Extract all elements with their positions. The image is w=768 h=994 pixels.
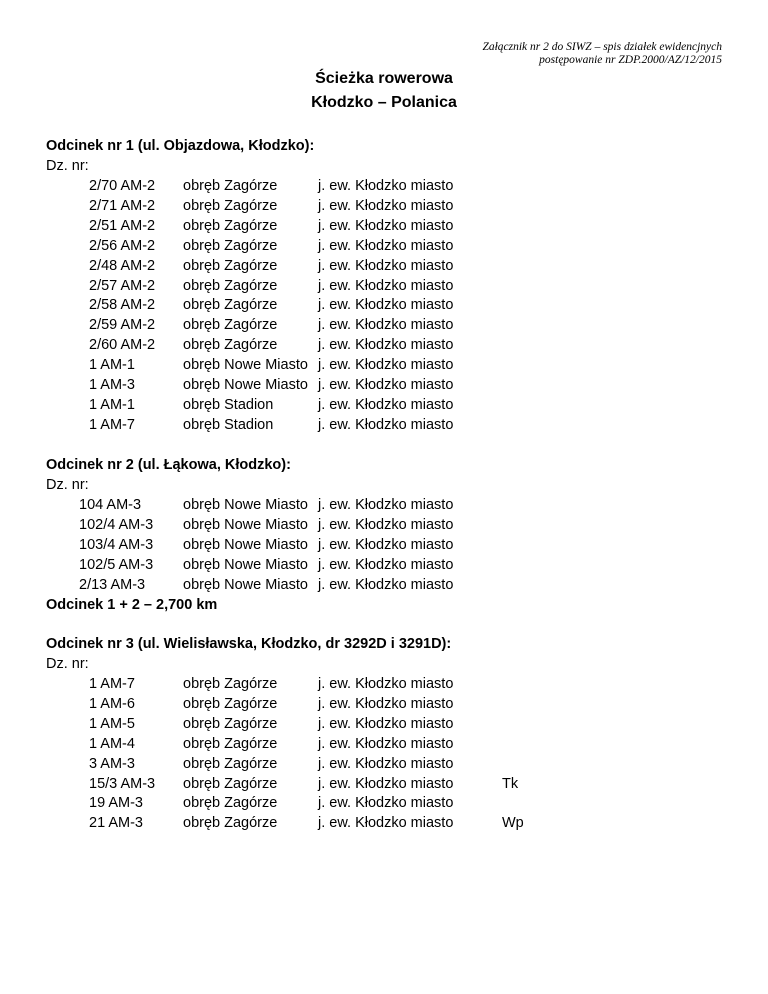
- cadastral-area: obręb Nowe Miasto: [183, 536, 308, 553]
- table-row: [0, 178, 768, 198]
- table-row: [0, 716, 768, 736]
- registration-unit: j. ew. Kłodzko miasto: [318, 497, 454, 513]
- cadastral-area: obręb Nowe Miasto: [183, 516, 308, 533]
- parcel-number: 1 AM-5: [89, 715, 135, 732]
- cadastral-area: obręb Nowe Miasto: [183, 576, 308, 593]
- parcel-number: 2/59 AM-2: [89, 317, 156, 334]
- parcel-number: 2/13 AM-3: [79, 576, 146, 593]
- parcel-number: 3 AM-3: [89, 755, 135, 772]
- parcel-number: 1 AM-4: [89, 735, 135, 752]
- registration-unit: j. ew. Kłodzko miasto: [318, 516, 454, 533]
- registration-unit: j. ew. Kłodzko miasto: [318, 317, 454, 334]
- table-row: [0, 218, 768, 238]
- registration-unit: j. ew. Kłodzko miasto: [318, 178, 454, 194]
- table-row: [0, 557, 768, 577]
- table-row: [0, 258, 768, 278]
- registration-unit: j. ew. Kłodzko miasto: [318, 197, 454, 214]
- registration-unit: j. ew. Kłodzko miasto: [318, 396, 454, 413]
- cadastral-area: obręb Zagórze: [183, 217, 278, 234]
- parcel-number: 15/3 AM-3: [89, 775, 156, 792]
- row-note: Tk: [502, 775, 519, 792]
- cadastral-area: obręb Zagórze: [183, 775, 278, 792]
- table-row: [0, 776, 768, 796]
- document-header: [482, 41, 722, 67]
- section-2-heading: Odcinek nr 2 (ul. Łąkowa, Kłodzko):: [46, 457, 291, 473]
- table-row: [0, 517, 768, 537]
- registration-unit: j. ew. Kłodzko miasto: [318, 556, 454, 573]
- cadastral-area: obręb Zagórze: [183, 197, 278, 214]
- table-row: [0, 278, 768, 298]
- parcel-number: 2/56 AM-2: [89, 237, 156, 254]
- section-1-dz-label: Dz. nr:: [46, 158, 89, 174]
- cadastral-area: obręb Zagórze: [183, 337, 278, 354]
- cadastral-area: obręb Zagórze: [183, 676, 278, 692]
- registration-unit: j. ew. Kłodzko miasto: [318, 536, 454, 553]
- section-3-heading: Odcinek nr 3 (ul. Wielisławska, Kłodzko, dr 3292D i 3291D):: [46, 636, 452, 652]
- section-2-total: Odcinek 1 + 2 – 2,700 km: [46, 597, 218, 613]
- parcel-number: 2/71 AM-2: [89, 197, 156, 214]
- table-row: [0, 696, 768, 716]
- header-line-2: postępowanie nr ZDP.2000/AZ/12/2015: [539, 54, 722, 66]
- parcel-number: 102/5 AM-3: [79, 556, 154, 573]
- parcel-number: 2/48 AM-2: [89, 257, 156, 274]
- registration-unit: j. ew. Kłodzko miasto: [318, 337, 454, 354]
- table-row: [0, 497, 768, 517]
- parcel-number: 1 AM-3: [89, 377, 135, 393]
- row-note: Wp: [502, 815, 524, 832]
- parcel-number: 2/60 AM-2: [89, 337, 156, 354]
- parcel-number: 2/58 AM-2: [89, 297, 156, 314]
- parcel-number: 103/4 AM-3: [79, 536, 154, 553]
- document-title: Ścieżka rowerowa: [315, 70, 453, 87]
- registration-unit: j. ew. Kłodzko miasto: [318, 695, 454, 712]
- cadastral-area: obręb Zagórze: [183, 735, 278, 752]
- table-row: [0, 357, 768, 377]
- cadastral-area: obręb Nowe Miasto: [183, 497, 308, 513]
- table-row: [0, 577, 768, 597]
- registration-unit: j. ew. Kłodzko miasto: [318, 297, 454, 314]
- registration-unit: j. ew. Kłodzko miasto: [318, 237, 454, 254]
- registration-unit: j. ew. Kłodzko miasto: [318, 277, 454, 294]
- registration-unit: j. ew. Kłodzko miasto: [318, 795, 454, 812]
- cadastral-area: obręb Zagórze: [183, 178, 278, 194]
- table-row: [0, 417, 768, 437]
- table-row: [0, 397, 768, 417]
- cadastral-area: obręb Stadion: [183, 396, 274, 413]
- table-row: [0, 736, 768, 756]
- section-3-dz-label: Dz. nr:: [46, 656, 89, 672]
- table-row: [0, 317, 768, 337]
- parcel-number: 2/57 AM-2: [89, 277, 156, 294]
- cadastral-area: obręb Nowe Miasto: [183, 357, 308, 374]
- cadastral-area: obręb Zagórze: [183, 815, 278, 832]
- cadastral-area: obręb Zagórze: [183, 277, 278, 294]
- table-row: [0, 238, 768, 258]
- registration-unit: j. ew. Kłodzko miasto: [318, 377, 454, 393]
- section-2-dz-label: Dz. nr:: [46, 477, 89, 493]
- registration-unit: j. ew. Kłodzko miasto: [318, 257, 454, 274]
- registration-unit: j. ew. Kłodzko miasto: [318, 357, 454, 374]
- cadastral-area: obręb Zagórze: [183, 237, 278, 254]
- header-line-1: Załącznik nr 2 do SIWZ – spis działek ewidencjnych: [482, 41, 722, 53]
- table-row: [0, 198, 768, 218]
- document-subtitle: Kłodzko – Polanica: [311, 94, 457, 111]
- registration-unit: j. ew. Kłodzko miasto: [318, 676, 454, 692]
- registration-unit: j. ew. Kłodzko miasto: [318, 416, 454, 433]
- cadastral-area: obręb Stadion: [183, 416, 274, 433]
- registration-unit: j. ew. Kłodzko miasto: [318, 775, 454, 792]
- parcel-number: 19 AM-3: [89, 795, 143, 812]
- parcel-number: 102/4 AM-3: [79, 516, 154, 533]
- table-row: [0, 297, 768, 317]
- table-row: [0, 377, 768, 397]
- table-row: [0, 537, 768, 557]
- table-row: [0, 676, 768, 696]
- registration-unit: j. ew. Kłodzko miasto: [318, 217, 454, 234]
- cadastral-area: obręb Nowe Miasto: [183, 377, 308, 393]
- table-row: [0, 815, 768, 835]
- registration-unit: j. ew. Kłodzko miasto: [318, 576, 454, 593]
- parcel-number: 2/51 AM-2: [89, 217, 156, 234]
- parcel-number: 21 AM-3: [89, 815, 143, 832]
- cadastral-area: obręb Nowe Miasto: [183, 556, 308, 573]
- table-row: [0, 795, 768, 815]
- parcel-number: 1 AM-1: [89, 357, 135, 374]
- cadastral-area: obręb Zagórze: [183, 795, 278, 812]
- cadastral-area: obręb Zagórze: [183, 715, 278, 732]
- registration-unit: j. ew. Kłodzko miasto: [318, 715, 454, 732]
- parcel-number: 2/70 AM-2: [89, 178, 156, 194]
- parcel-number: 1 AM-7: [89, 416, 135, 433]
- parcel-number: 1 AM-6: [89, 695, 135, 712]
- cadastral-area: obręb Zagórze: [183, 755, 278, 772]
- cadastral-area: obręb Zagórze: [183, 297, 278, 314]
- registration-unit: j. ew. Kłodzko miasto: [318, 735, 454, 752]
- parcel-number: 1 AM-1: [89, 396, 135, 413]
- registration-unit: j. ew. Kłodzko miasto: [318, 755, 454, 772]
- table-row: [0, 337, 768, 357]
- section-1-heading: Odcinek nr 1 (ul. Objazdowa, Kłodzko):: [46, 138, 315, 154]
- cadastral-area: obręb Zagórze: [183, 257, 278, 274]
- parcel-number: 1 AM-7: [89, 676, 135, 692]
- cadastral-area: obręb Zagórze: [183, 317, 278, 334]
- registration-unit: j. ew. Kłodzko miasto: [318, 815, 454, 832]
- parcel-number: 104 AM-3: [79, 497, 142, 513]
- table-row: [0, 756, 768, 776]
- cadastral-area: obręb Zagórze: [183, 695, 278, 712]
